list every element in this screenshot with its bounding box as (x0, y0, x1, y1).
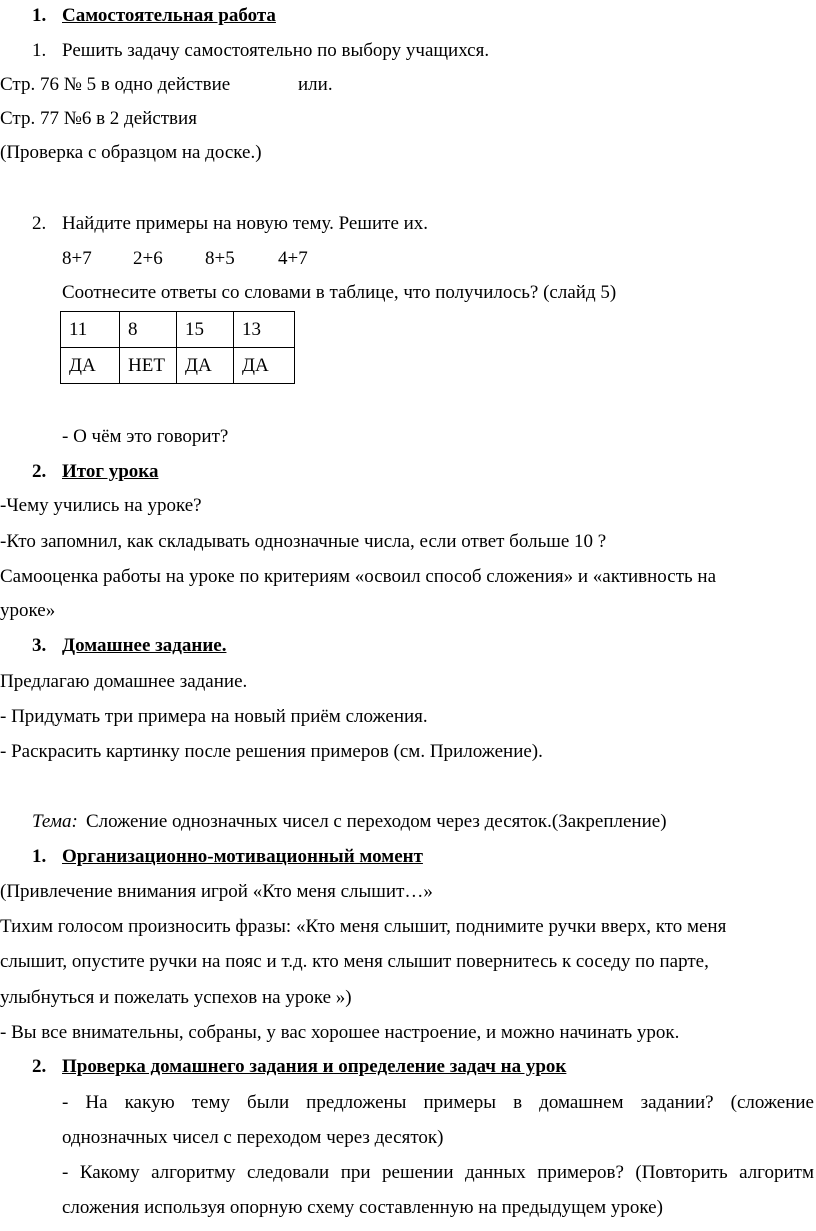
task-text: Найдите примеры на новую тему. Решите их. (62, 213, 429, 234)
text-line: - Раскрасить картинку после решения примеров (см. Приложение). (0, 741, 543, 762)
section-number: 1. (32, 5, 47, 26)
text-line: (Проверка с образцом на доске.) (0, 142, 262, 163)
table-row (61, 348, 295, 384)
text-line: - На какую тему были предложены примеры в домашнем задании? (сложение (62, 1092, 814, 1113)
section-number: 2. (32, 1056, 47, 1077)
task-text: Решить задачу самостоятельно по выбору учащихся. (62, 40, 490, 61)
section-number: 3. (32, 635, 47, 656)
topic-label: Тема: (32, 811, 78, 832)
section-number: 2. (32, 461, 47, 482)
table-cell: 15 (177, 312, 234, 348)
text-line: (Привлечение внимания игрой «Кто меня слышит…» (0, 881, 433, 902)
section-heading: Организационно-мотивационный момент (62, 846, 423, 867)
answer-table (60, 311, 295, 384)
text-line: Стр. 76 № 5 в одно действие (0, 74, 231, 95)
table-row (61, 312, 295, 348)
section-number: 1. (32, 846, 47, 867)
table-cell: ДА (177, 348, 234, 384)
text-line: Стр. 77 №6 в 2 действия (0, 108, 197, 129)
question-text: - О чём это говорит? (62, 426, 229, 447)
text-line: - Какому алгоритму следовали при решении данных примеров? (Повторить алгоритм (62, 1162, 814, 1183)
example-3: 8+5 (205, 248, 235, 269)
section-heading: Итог урока (62, 461, 159, 482)
section-heading: Самостоятельная работа (62, 5, 276, 26)
text-line: сложения используя опорную схему составленную на предыдущем уроке) (62, 1197, 663, 1218)
text-line: Предлагаю домашнее задание. (0, 671, 248, 692)
text-line: -Кто запомнил, как складывать однозначные числа, если ответ больше 10 ? (0, 531, 607, 552)
text-line: однозначных чисел с переходом через десяток) (62, 1127, 444, 1148)
instruction-text: Соотнесите ответы со словами в таблице, что получилось? (слайд 5) (62, 282, 617, 303)
item-number: 2. (32, 213, 47, 234)
text-line: -Чему учились на уроке? (0, 495, 202, 516)
table-cell: ДА (61, 348, 120, 384)
text-line: - Придумать три примера на новый приём сложения. (0, 706, 428, 727)
table-cell: ДА (234, 348, 295, 384)
table-cell: 13 (234, 312, 295, 348)
topic-text: Сложение однозначных чисел с переходом через десяток.(Закрепление) (86, 811, 667, 832)
section-heading: Домашнее задание. (62, 635, 227, 656)
text-line: слышит, опустите ручки на пояс и т.д. кто меня слышит повернитесь к соседу по парте, (0, 951, 709, 972)
section-heading: Проверка домашнего задания и определение задач на урок (62, 1056, 567, 1077)
item-number: 1. (32, 40, 47, 61)
text-line: или. (298, 74, 333, 95)
table-cell: 8 (120, 312, 177, 348)
example-2: 2+6 (133, 248, 163, 269)
text-line: уроке» (0, 600, 56, 621)
text-line: - Вы все внимательны, собраны, у вас хорошее настроение, и можно начинать урок. (0, 1022, 680, 1043)
text-line: Тихим голосом произносить фразы: «Кто меня слышит, поднимите ручки вверх, кто меня (0, 916, 727, 937)
text-line: улыбнуться и пожелать успехов на уроке ») (0, 987, 352, 1008)
example-1: 8+7 (62, 248, 92, 269)
table-cell: 11 (61, 312, 120, 348)
table-cell: НЕТ (120, 348, 177, 384)
example-4: 4+7 (278, 248, 308, 269)
text-line: Самооценка работы на уроке по критериям «освоил способ сложения» и «активность на (0, 566, 717, 587)
